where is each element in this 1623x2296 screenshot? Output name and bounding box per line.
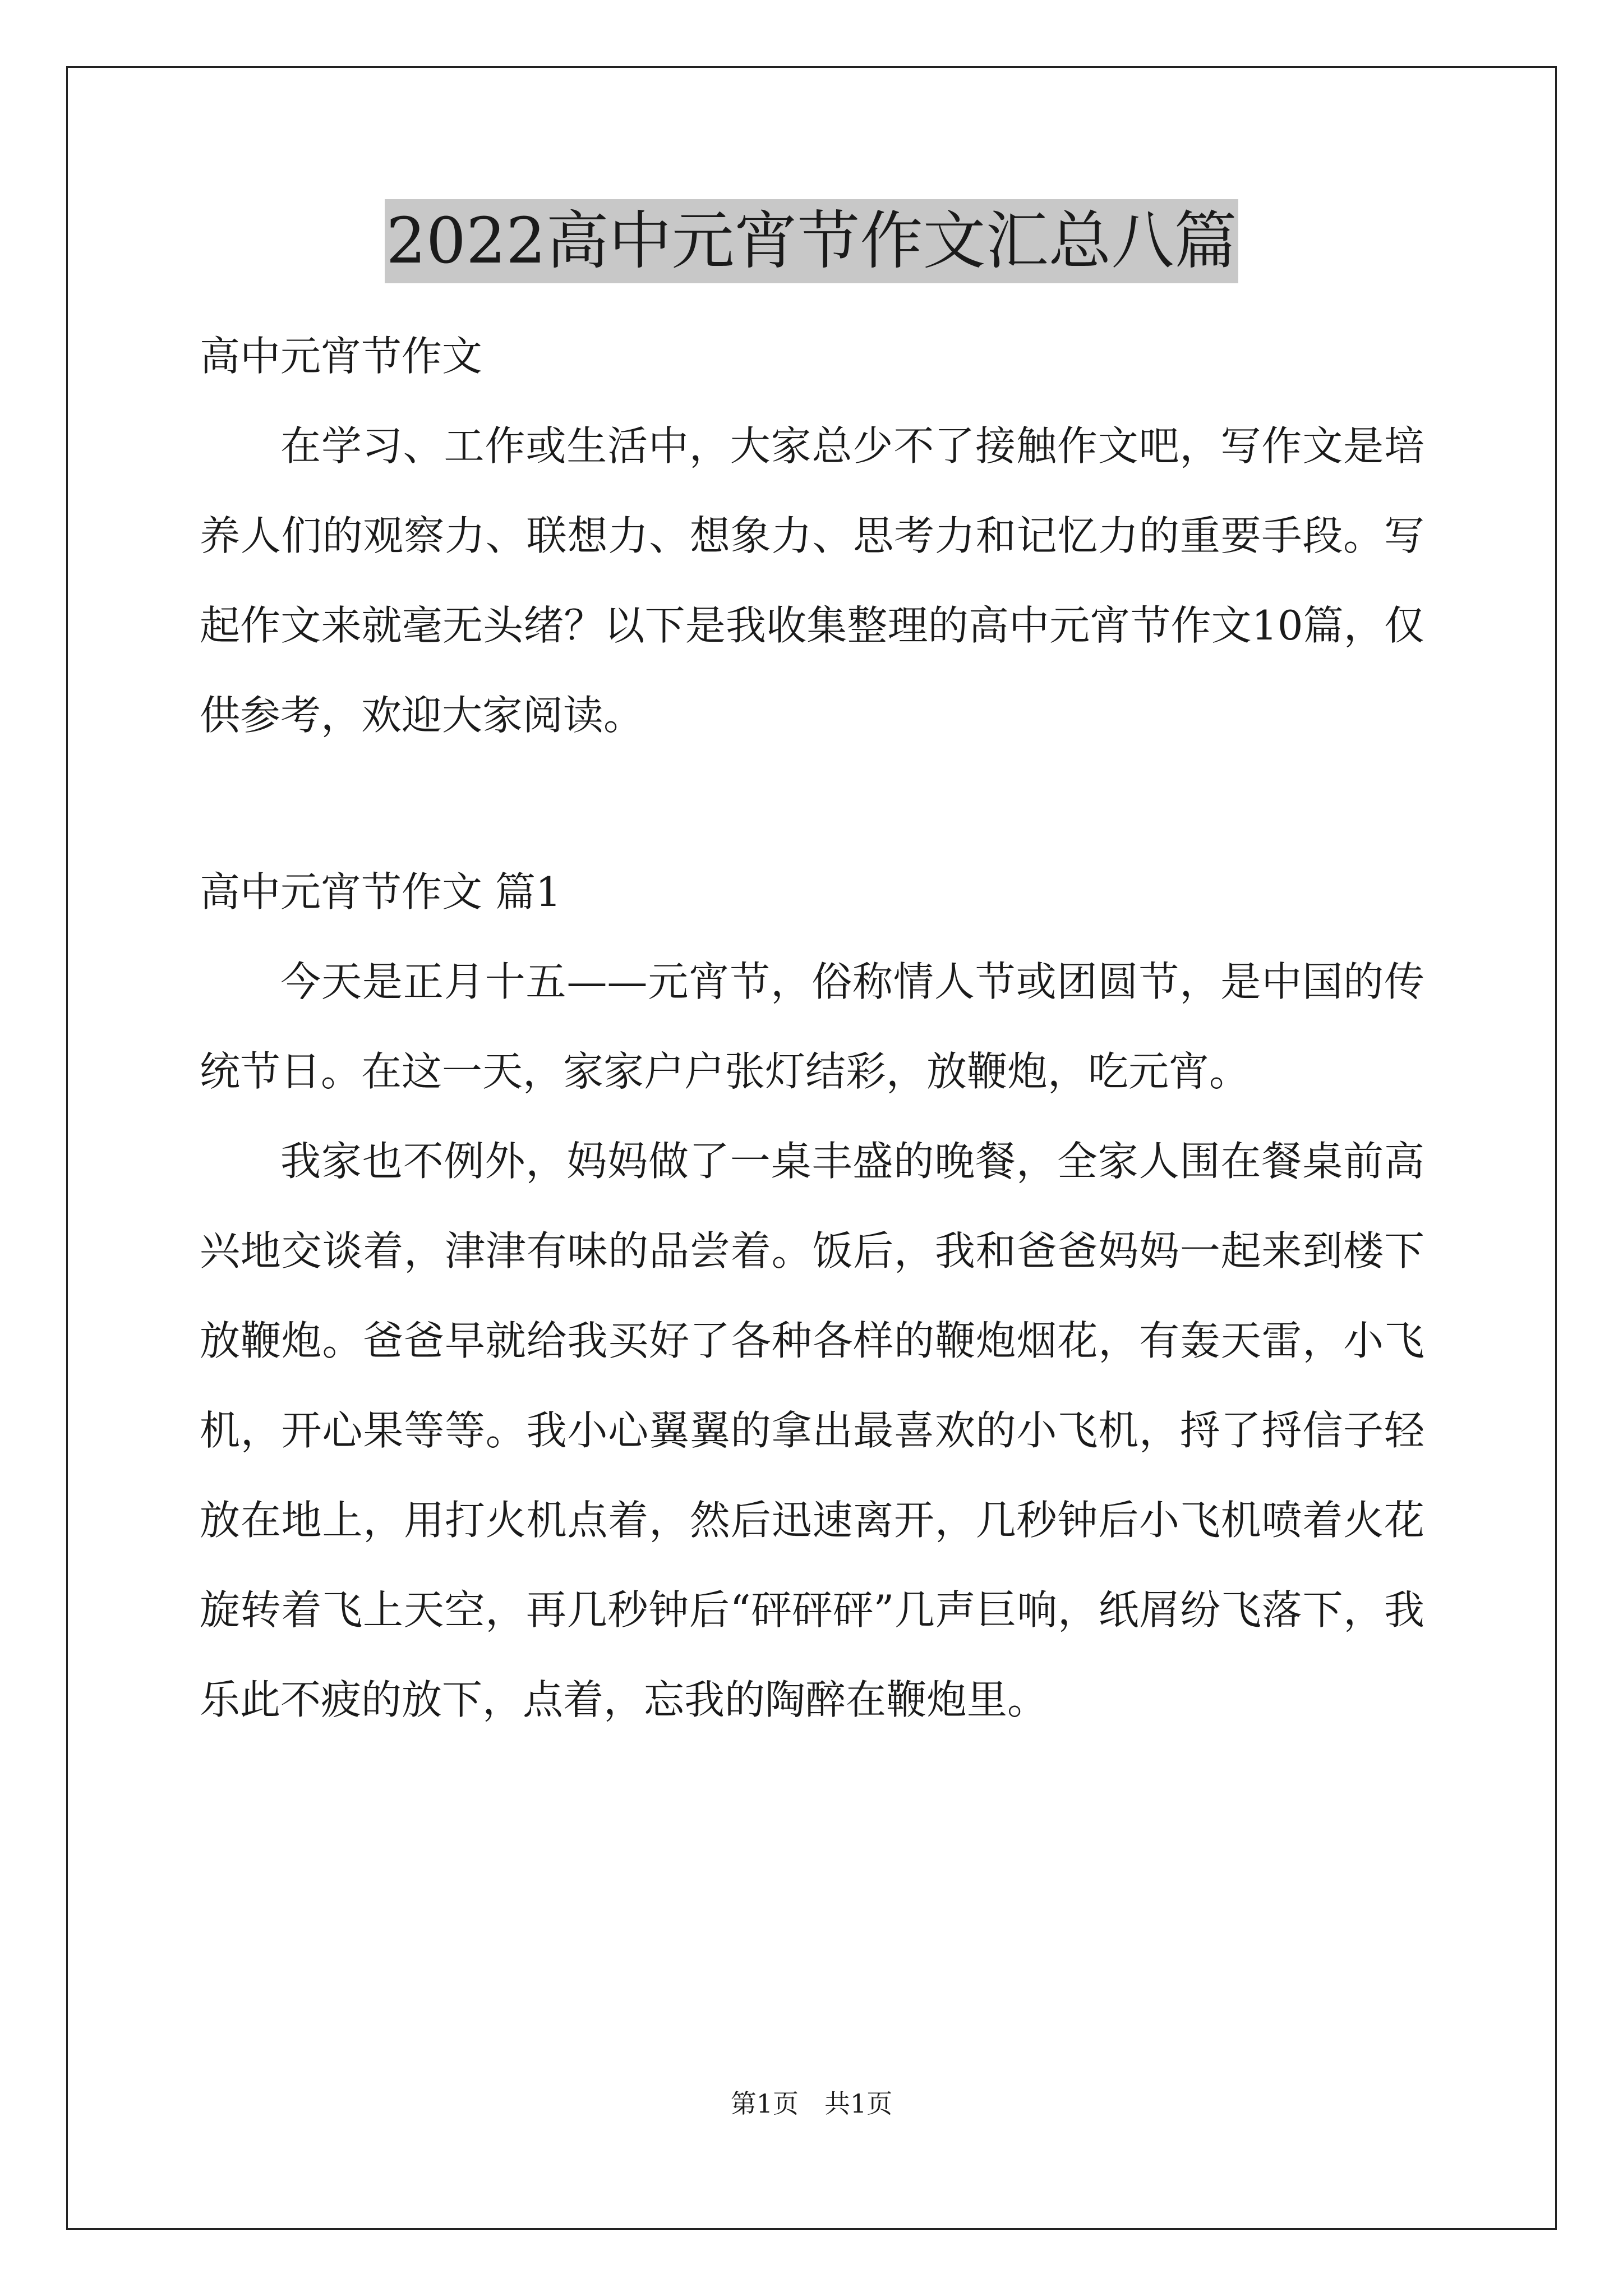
body-paragraph: 今天是正月十五——元宵节，俗称情人节或团圆节，是中国的传统节日。在这一天，家家户户张灯结彩，放鞭炮，吃元宵。 xyxy=(200,958,1424,1095)
body-paragraph: 我家也不例外，妈妈做了一桌丰盛的晚餐，全家人围在餐桌前高兴地交谈着，津津有味的品尝着。饭后，我和爸爸妈妈一起来到楼下放鞭炮。爸爸早就给我买好了各种各样的鞭炮烟花，有轰天雷，小飞机，开心果等等。我小心翼翼的拿出最喜欢的小飞机，捋了捋信子轻放在地上，用打火机点着，然后迅速离开，几秒钟后小飞机喷着火花旋转着飞上天空，再几秒钟后“砰砰砰”几声巨响，纸屑纷飞落下，我乐此不疲的放下，点着，忘我的陶醉在鞭炮里。 xyxy=(200,1138,1424,1723)
intro-heading: 高中元宵节作文 xyxy=(200,333,483,380)
section-heading: 高中元宵节作文 篇1 xyxy=(200,868,561,915)
document-body xyxy=(200,311,1424,1745)
title-container xyxy=(0,199,1623,283)
document-title: 2022高中元宵节作文汇总八篇 xyxy=(385,199,1238,283)
page-footer: 第1页 共1页 xyxy=(730,2088,893,2119)
section-gap xyxy=(200,760,1424,847)
intro-paragraph: 在学习、工作或生活中，大家总少不了接触作文吧，写作文是培养人们的观察力、联想力、想象力、思考力和记忆力的重要手段。写起作文来就毫无头绪？以下是我收集整理的高中元宵节作文10篇，仅供参考，欢迎大家阅读。 xyxy=(200,422,1424,739)
